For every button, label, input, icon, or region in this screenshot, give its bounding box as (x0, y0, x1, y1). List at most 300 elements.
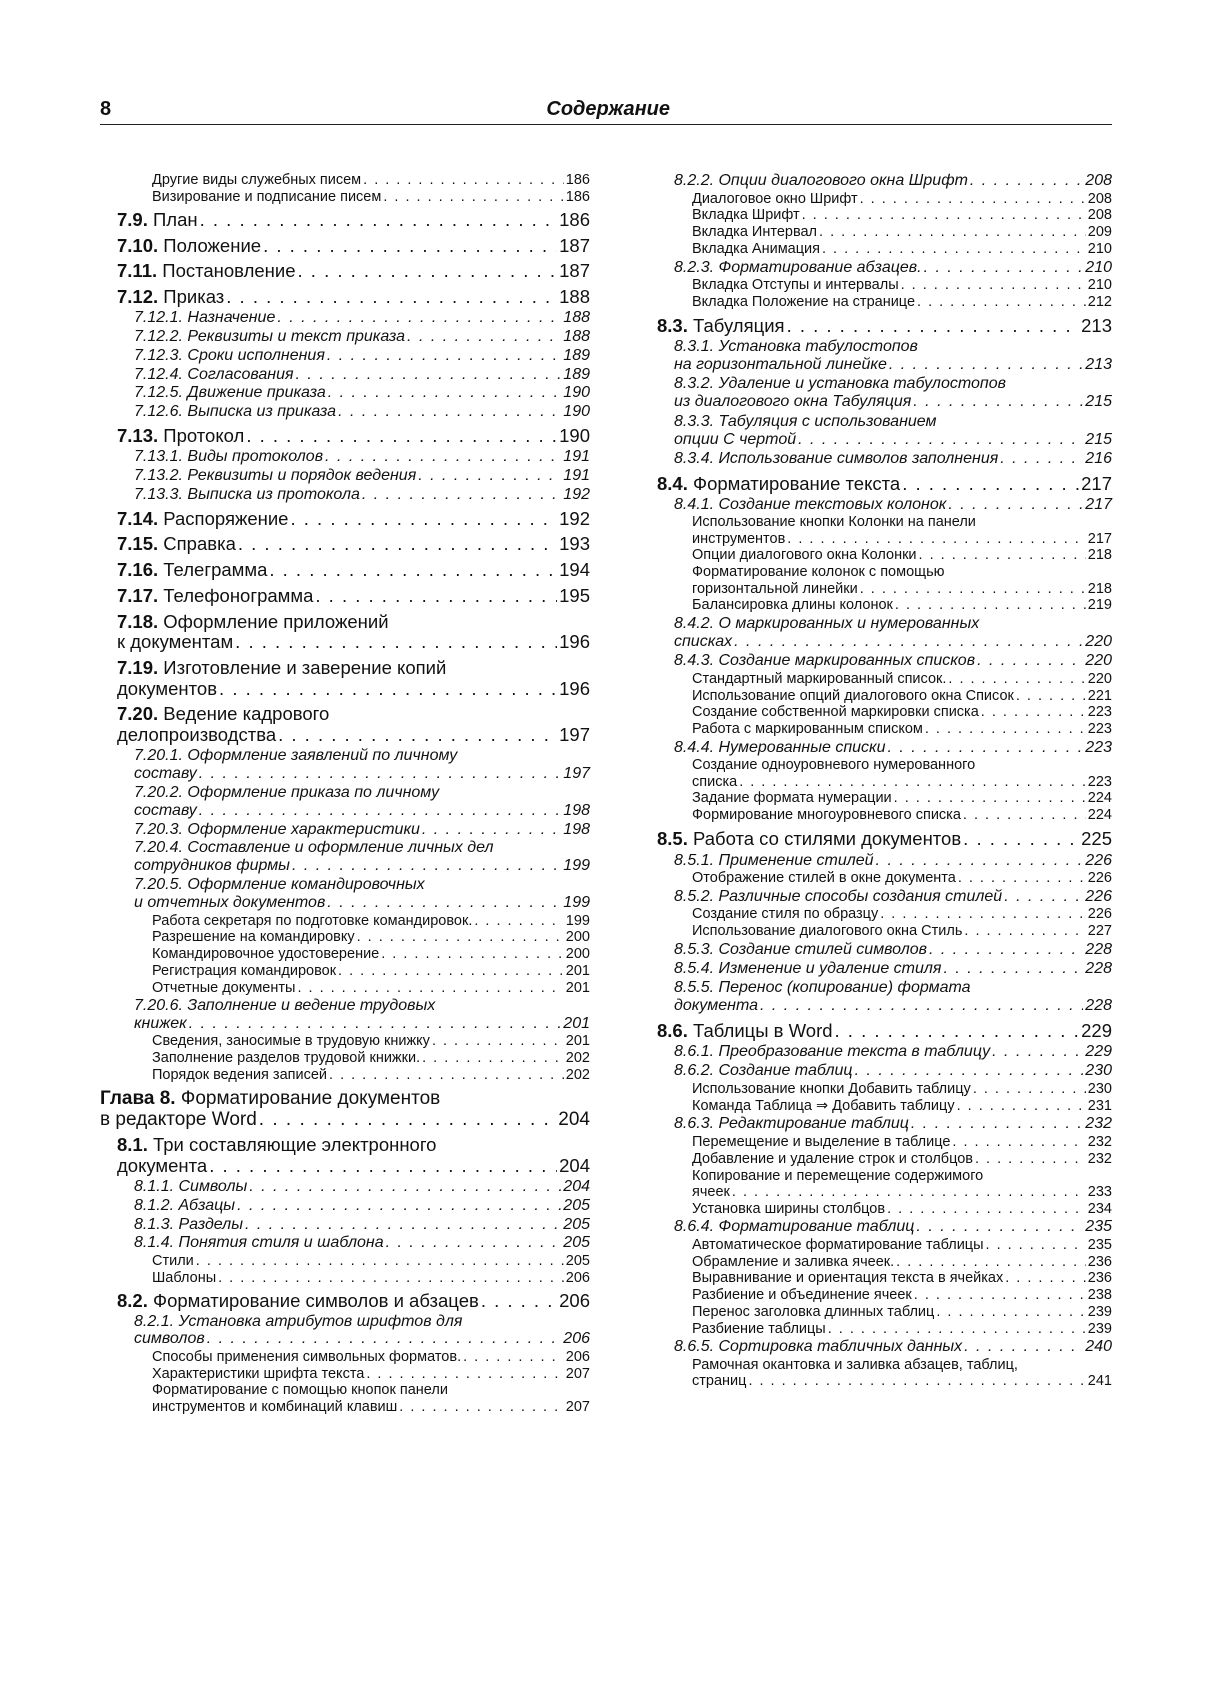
toc-entry[interactable] (100, 1313, 590, 1349)
toc-entry[interactable] (640, 757, 1112, 789)
toc-entry[interactable] (640, 375, 1112, 411)
toc-entry-title: Рамочная окантовка и заливка абзацев, таблиц, (692, 1356, 1018, 1373)
toc-entry-line (674, 997, 1112, 1015)
toc-entry-title: документа (117, 1155, 208, 1176)
toc-entry[interactable] (640, 671, 1112, 687)
toc-entry-title: Обрамление и заливка ячеек. (692, 1253, 895, 1270)
toc-entry-text (152, 189, 381, 205)
toc-entry-title: Стандартный маркированный список. (692, 670, 947, 687)
toc-entry-line (692, 1134, 1112, 1150)
toc-entry-line (134, 328, 590, 346)
dot-leader (924, 259, 1084, 277)
toc-entry-title: Использование символов заполнения (718, 449, 999, 467)
toc-entry-title: Форматирование текста (693, 472, 901, 494)
toc-entry[interactable] (640, 852, 1112, 870)
toc-entry-text (692, 207, 800, 223)
toc-entry-text (692, 277, 899, 293)
toc-entry[interactable] (640, 1062, 1112, 1080)
dot-leader (327, 894, 561, 912)
toc-entry-text (674, 739, 885, 757)
toc-entry[interactable] (100, 997, 590, 1033)
toc-page-number: 205 (563, 1196, 590, 1214)
toc-entry[interactable] (640, 739, 1112, 757)
dot-leader (381, 946, 564, 962)
toc-entry-title: Оформление приказа по личному (187, 783, 440, 801)
toc-entry[interactable] (100, 658, 590, 699)
toc-entry[interactable] (100, 309, 590, 327)
toc-entry-line (152, 1349, 590, 1365)
toc-entry[interactable] (640, 1151, 1112, 1167)
toc-entry[interactable] (640, 413, 1112, 449)
toc-entry-line (152, 189, 590, 205)
dot-leader (986, 1237, 1086, 1253)
toc-entry-title: Удаление и установка табулостопов (718, 375, 1006, 393)
toc-entry[interactable] (100, 1234, 590, 1252)
toc-entry[interactable] (100, 784, 590, 820)
toc-entry-line (674, 615, 1112, 633)
toc-entry-title: книжек (134, 1014, 187, 1032)
toc-entry[interactable] (100, 1088, 590, 1131)
toc-entry-text (117, 611, 389, 632)
toc-entry-title: Приказ (163, 286, 225, 308)
toc-entry-line (674, 431, 1112, 449)
toc-entry[interactable] (100, 946, 590, 962)
toc-entry[interactable] (640, 923, 1112, 939)
toc-page-number: 232 (1085, 1115, 1112, 1133)
toc-page-number: 195 (559, 584, 590, 606)
dot-leader (363, 172, 564, 188)
toc-entry[interactable] (100, 1253, 590, 1269)
toc-entry[interactable] (100, 821, 590, 839)
toc-entry-title: Форматирование документов (180, 1087, 441, 1109)
toc-entry-text (692, 547, 917, 563)
toc-entry-number: 7.9. (117, 208, 148, 230)
toc-entry[interactable] (100, 403, 590, 421)
toc-entry-text (692, 1134, 950, 1150)
toc-entry-line (692, 1254, 1112, 1270)
toc-entry-line (674, 852, 1112, 870)
toc-entry-line (692, 1357, 1112, 1373)
toc-entry[interactable] (100, 347, 590, 365)
toc-entry[interactable] (100, 1270, 590, 1286)
dot-leader (948, 496, 1083, 514)
toc-entry-text (692, 1151, 973, 1167)
toc-entry[interactable] (100, 448, 590, 466)
toc-entry-title: из диалогового окна Табуляция (674, 393, 912, 411)
toc-entry[interactable] (640, 1021, 1112, 1042)
toc-entry-text (674, 1115, 909, 1133)
toc-page-number: 188 (563, 327, 590, 345)
dot-leader (913, 393, 1083, 411)
toc-entry-text (134, 747, 457, 764)
toc-page-number: 220 (1085, 652, 1112, 670)
toc-entry-text (134, 347, 325, 365)
toc-entry[interactable] (100, 1349, 590, 1365)
toc-entry-line (674, 1218, 1112, 1236)
toc-page-number: 190 (563, 403, 590, 421)
toc-page-number: 238 (1087, 1287, 1112, 1304)
dot-leader (296, 366, 562, 384)
toc-entry[interactable] (640, 960, 1112, 978)
toc-entry[interactable] (640, 1321, 1112, 1337)
toc-entry-text (692, 1287, 912, 1303)
toc-entry-line (117, 1291, 590, 1312)
dot-leader (399, 1399, 564, 1415)
toc-entry[interactable] (640, 597, 1112, 613)
toc-entry[interactable] (640, 807, 1112, 823)
toc-entry-line (692, 581, 1112, 597)
dot-leader (896, 1254, 1086, 1270)
toc-entry[interactable] (640, 704, 1112, 720)
toc-page-number: 198 (563, 801, 590, 819)
toc-entry[interactable] (640, 1201, 1112, 1217)
toc-entry[interactable] (640, 1134, 1112, 1150)
toc-entry-title: Другие виды служебных писем (152, 172, 362, 188)
toc-entry[interactable] (100, 534, 590, 555)
toc-entry-text (674, 450, 998, 468)
toc-entry[interactable] (100, 963, 590, 979)
toc-page-number: 240 (1085, 1338, 1112, 1356)
dot-leader (876, 852, 1084, 870)
toc-entry-text (134, 366, 294, 384)
page-title: Содержание (546, 98, 670, 120)
toc-entry[interactable] (100, 839, 590, 875)
toc-entry-text (117, 287, 224, 308)
toc-entry-line (152, 1050, 590, 1066)
toc-entry-title: делопроизводства (117, 724, 277, 746)
toc-page-number: 205 (563, 1234, 590, 1252)
toc-entry-number: 7.20. (117, 703, 159, 725)
toc-page-number: 193 (559, 533, 590, 555)
toc-entry-line (134, 821, 590, 839)
toc-entry-line (152, 913, 590, 929)
toc-entry-text (692, 1270, 1003, 1286)
toc-entry[interactable] (100, 612, 590, 653)
toc-entry[interactable] (640, 829, 1112, 850)
toc-entry[interactable] (640, 1287, 1112, 1303)
toc-entry[interactable] (100, 1366, 590, 1382)
toc-page-number: 236 (1087, 1270, 1112, 1287)
dot-leader (196, 1253, 564, 1269)
toc-page-number: 202 (565, 1049, 590, 1066)
toc-entry[interactable] (100, 1067, 590, 1083)
toc-entry-line (692, 1168, 1112, 1184)
toc-entry[interactable] (640, 316, 1112, 337)
toc-entry[interactable] (100, 384, 590, 402)
toc-entry[interactable] (640, 1043, 1112, 1061)
toc-entry-title: Копирование и перемещение содержимого (692, 1167, 984, 1184)
toc-entry-text (692, 531, 785, 547)
dot-leader (860, 191, 1086, 207)
toc-entry-text (674, 375, 1006, 392)
toc-entry[interactable] (100, 586, 590, 607)
toc-entry[interactable] (100, 1033, 590, 1049)
dot-leader (802, 207, 1086, 223)
toc-entry-text (657, 829, 961, 850)
toc-entry[interactable] (100, 1216, 590, 1234)
toc-entry-title: Редактирование таблиц (718, 1115, 909, 1133)
toc-page-number: 228 (1085, 940, 1112, 958)
toc-entry-title: Опции диалогового окна Колонки (692, 547, 917, 564)
toc-entry[interactable] (640, 1115, 1112, 1133)
toc-entry[interactable] (100, 876, 590, 912)
dot-leader (860, 581, 1086, 597)
toc-entry-text (692, 1357, 1018, 1373)
toc-entry[interactable] (100, 1178, 590, 1196)
dot-leader (292, 857, 561, 875)
toc-entry-line (692, 1237, 1112, 1253)
toc-entry-line (657, 1021, 1112, 1042)
toc-entry[interactable] (640, 259, 1112, 277)
toc-entry-line (152, 929, 590, 945)
toc-page-number: 205 (563, 1215, 590, 1233)
dot-leader (958, 870, 1086, 886)
toc-entry[interactable] (640, 191, 1112, 207)
toc-entry-number: 8.3.4. (674, 449, 715, 467)
toc-entry-title: Командировочное удостоверение (152, 946, 380, 963)
toc-entry-line (674, 496, 1112, 514)
toc-entry[interactable] (100, 287, 590, 308)
toc-entry-title: О маркированных и нумерованных (718, 614, 980, 632)
toc-entry-text (674, 888, 1002, 906)
toc-entry[interactable] (640, 615, 1112, 651)
toc-entry-title: Движение приказа (187, 384, 326, 402)
toc-entry-line (674, 941, 1112, 959)
toc-entry-line (692, 1321, 1112, 1337)
toc-entry[interactable] (640, 1237, 1112, 1253)
dot-leader (919, 547, 1086, 563)
dot-leader (218, 1270, 564, 1286)
toc-page-number: 192 (559, 507, 590, 529)
toc-entry-text (117, 509, 288, 530)
toc-entry[interactable] (640, 1304, 1112, 1320)
toc-entry-line (117, 725, 590, 746)
toc-entry[interactable] (640, 241, 1112, 257)
toc-entry[interactable] (100, 426, 590, 447)
toc-entry[interactable] (100, 172, 590, 188)
toc-entry-title: Добавление и удаление строк и столбцов (692, 1150, 973, 1167)
dot-leader (981, 704, 1086, 720)
toc-entry-title: Реквизиты и порядок ведения (187, 466, 417, 484)
toc-entry-line (692, 1098, 1112, 1114)
toc-entry-number: 7.15. (117, 533, 159, 555)
toc-entry-line (117, 287, 590, 308)
toc-entry-line (134, 1015, 590, 1033)
toc-entry[interactable] (640, 1338, 1112, 1356)
toc-entry-number: 8.1.4. (134, 1234, 175, 1252)
toc-entry[interactable] (640, 979, 1112, 1015)
toc-page-number: 228 (1085, 959, 1112, 977)
toc-entry-number: 8.1.2. (134, 1196, 175, 1214)
toc-entry-number: 7.16. (117, 559, 159, 581)
toc-entry-title: сотрудников фирмы (134, 857, 290, 875)
toc-entry[interactable] (100, 980, 590, 996)
toc-page-number: 210 (1085, 258, 1112, 276)
toc-entry-title: Перенос заголовка длинных таблиц (692, 1304, 935, 1321)
dot-leader (936, 1304, 1085, 1320)
toc-entry[interactable] (640, 652, 1112, 670)
toc-entry-title: Понятия стиля и шаблона (178, 1234, 384, 1252)
toc-entry[interactable] (640, 294, 1112, 310)
toc-entry[interactable] (640, 1218, 1112, 1236)
toc-entry-line (692, 757, 1112, 773)
toc-entry[interactable] (100, 261, 590, 282)
toc-entry-title: Вкладка Шрифт (692, 207, 800, 224)
toc-entry[interactable] (100, 509, 590, 530)
toc-entry[interactable] (640, 564, 1112, 596)
toc-entry-title: Создание одноуровневого нумерованного (692, 757, 976, 774)
toc-page-number: 198 (563, 820, 590, 838)
dot-leader (916, 1218, 1083, 1236)
toc-entry[interactable] (640, 1270, 1112, 1286)
toc-entry[interactable] (640, 277, 1112, 293)
toc-entry-number: Глава 8. (100, 1087, 176, 1109)
toc-entry[interactable] (640, 906, 1112, 922)
toc-entry-number: 7.13.3. (134, 485, 183, 503)
toc-entry[interactable] (640, 496, 1112, 514)
toc-entry-line (692, 531, 1112, 547)
toc-entry-title: Характеристики шрифта текста (152, 1365, 365, 1382)
toc-entry[interactable] (100, 210, 590, 231)
dot-leader (329, 1067, 564, 1083)
toc-entry-text (117, 657, 446, 678)
toc-entry[interactable] (100, 913, 590, 929)
toc-entry-line (674, 172, 1112, 190)
toc-entry[interactable] (640, 1081, 1112, 1097)
toc-entry[interactable] (640, 888, 1112, 906)
toc-entry-title: Форматирование таблиц (718, 1218, 915, 1236)
toc-entry-line (692, 1201, 1112, 1217)
toc-entry-line (692, 906, 1112, 922)
toc-entry-title: страниц (692, 1373, 747, 1390)
toc-page-number: 220 (1087, 670, 1112, 687)
toc-entry[interactable] (640, 474, 1112, 495)
toc-entry-text (152, 1050, 420, 1066)
toc-entry-line (152, 1253, 590, 1269)
toc-entry-line (692, 1151, 1112, 1167)
toc-entry[interactable] (640, 870, 1112, 886)
toc-entry-title: Создание стилей символов (718, 940, 927, 958)
toc-entry-number: 8.5.3. (674, 940, 715, 958)
toc-entry-line (117, 261, 590, 282)
dot-leader (263, 236, 557, 257)
toc-entry-title: Три составляющие электронного (153, 1134, 437, 1156)
toc-entry[interactable] (640, 207, 1112, 223)
toc-entry[interactable] (640, 338, 1112, 374)
toc-entry-title: составу (134, 801, 197, 819)
toc-entry-number: 7.19. (117, 657, 159, 679)
toc-entry[interactable] (100, 929, 590, 945)
toc-page-number: 223 (1085, 738, 1112, 756)
dot-leader (819, 224, 1086, 240)
toc-page-number: 202 (565, 1066, 590, 1083)
toc-entry-number: 7.12.3. (134, 346, 183, 364)
running-header (100, 98, 1112, 125)
toc-entry[interactable] (100, 1197, 590, 1215)
toc-page-number: 197 (559, 724, 590, 746)
toc-entry[interactable] (100, 747, 590, 783)
toc-entry-title: Отображение стилей в окне документа (692, 870, 956, 887)
toc-entry-title: Табуляция (693, 315, 785, 337)
toc-entry-line (674, 979, 1112, 997)
toc-entry-line (100, 1088, 590, 1109)
toc-entry[interactable] (640, 1098, 1112, 1114)
toc-entry-line (100, 1109, 590, 1130)
toc-entry-line (674, 375, 1112, 393)
toc-entry-text (692, 191, 858, 207)
toc-entry[interactable] (640, 941, 1112, 959)
toc-entry-line (117, 704, 590, 725)
toc-entry-line (692, 704, 1112, 720)
toc-entry[interactable] (640, 790, 1112, 806)
toc-entry[interactable] (100, 366, 590, 384)
toc-entry[interactable] (640, 224, 1112, 240)
toc-entry[interactable] (640, 688, 1112, 704)
toc-entry-text (692, 1098, 955, 1114)
toc-entry[interactable] (640, 1254, 1112, 1270)
toc-entry[interactable] (100, 704, 590, 745)
toc-entry[interactable] (100, 328, 590, 346)
dot-leader (925, 721, 1086, 737)
toc-page-number: 215 (1085, 393, 1112, 411)
toc-entry-text (117, 725, 276, 746)
toc-entry-number: 7.12.4. (134, 365, 183, 383)
dot-leader (895, 597, 1086, 613)
toc-entry-number: 8.5.4. (674, 959, 715, 977)
toc-entry[interactable] (100, 486, 590, 504)
toc-entry[interactable] (640, 1357, 1112, 1389)
toc-entry-line (152, 1366, 590, 1382)
toc-entry-line (692, 224, 1112, 240)
toc-entry-line (692, 774, 1112, 790)
toc-entry-text (692, 597, 893, 613)
toc-entry[interactable] (640, 450, 1112, 468)
toc-entry[interactable] (100, 1291, 590, 1312)
toc-entry[interactable] (640, 514, 1112, 546)
toc-entry-line (152, 1382, 590, 1398)
toc-entry-text (674, 615, 979, 632)
toc-entry[interactable] (100, 1050, 590, 1066)
toc-entry-number: 7.20.5. (134, 876, 183, 894)
toc-entry-line (692, 671, 1112, 687)
toc-entry[interactable] (100, 236, 590, 257)
toc-entry-text (152, 1349, 461, 1365)
toc-entry[interactable] (100, 467, 590, 485)
toc-entry[interactable] (640, 172, 1112, 190)
toc-entry-text (100, 1109, 257, 1130)
toc-entry[interactable] (100, 189, 590, 205)
toc-entry[interactable] (100, 1382, 590, 1414)
toc-entry-title: Вкладка Интервал (692, 224, 818, 241)
dot-leader (973, 1081, 1086, 1097)
toc-entry[interactable] (100, 1135, 590, 1176)
toc-page-number: 227 (1087, 922, 1112, 939)
dot-leader (943, 960, 1083, 978)
toc-entry-text (692, 1081, 971, 1097)
toc-entry-title: Форматирование абзацев. (718, 258, 922, 276)
toc-entry[interactable] (100, 560, 590, 581)
toc-entry[interactable] (640, 721, 1112, 737)
toc-entry-text (692, 757, 975, 773)
toc-entry-title: и отчетных документов (134, 894, 326, 912)
toc-entry[interactable] (640, 547, 1112, 563)
toc-entry-line (692, 564, 1112, 580)
toc-entry[interactable] (640, 1168, 1112, 1200)
toc-page-number: 210 (1087, 240, 1112, 257)
toc-entry-title: Использование кнопки Колонки на панели (692, 514, 976, 531)
toc-page-number: 186 (559, 208, 590, 230)
toc-entry-text (692, 1304, 934, 1320)
